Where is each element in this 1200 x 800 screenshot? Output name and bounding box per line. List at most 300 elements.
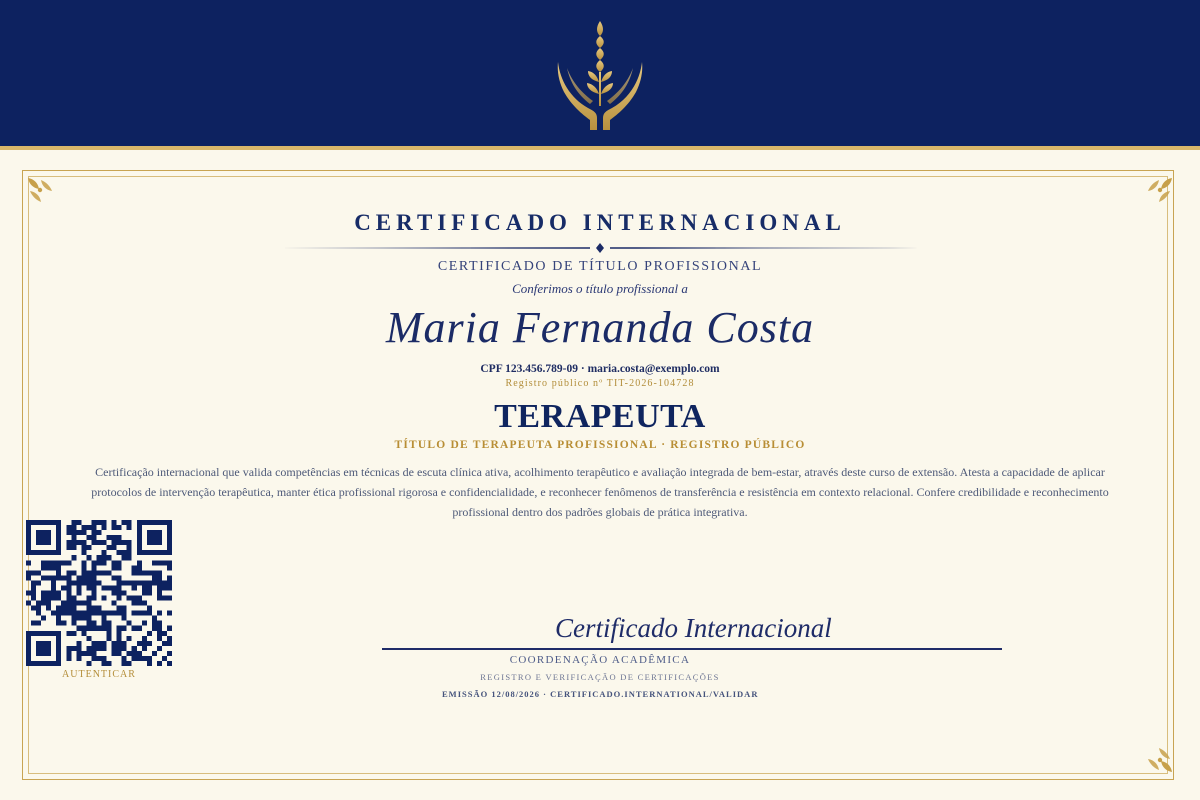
- qr-module: [107, 621, 112, 626]
- qr-module: [117, 606, 122, 611]
- qr-module: [71, 545, 76, 550]
- qr-module: [26, 641, 31, 646]
- qr-module: [147, 606, 152, 611]
- qr-module: [117, 540, 122, 545]
- qr-module: [142, 570, 147, 575]
- qr-module: [51, 520, 56, 525]
- floral-corner-ornament-icon: [1144, 744, 1174, 774]
- qr-module: [122, 590, 127, 595]
- qr-module: [112, 590, 117, 595]
- qr-module: [71, 646, 76, 651]
- qr-module: [66, 580, 71, 585]
- qr-module: [107, 611, 112, 616]
- qr-module: [142, 636, 147, 641]
- qr-module: [167, 530, 172, 535]
- qr-module: [26, 575, 31, 580]
- qr-module: [91, 565, 96, 570]
- qr-module: [91, 530, 96, 535]
- qr-module: [96, 555, 101, 560]
- qr-module: [51, 565, 56, 570]
- floral-corner-ornament-icon: [1144, 176, 1174, 206]
- qr-module: [137, 641, 142, 646]
- qr-module: [66, 596, 71, 601]
- qr-module: [76, 580, 81, 585]
- qr-module: [56, 646, 61, 651]
- qr-module: [51, 575, 56, 580]
- qr-module: [41, 590, 46, 595]
- qr-module: [76, 611, 81, 616]
- qr-module: [147, 631, 152, 636]
- qr-module: [107, 570, 112, 575]
- qr-module: [167, 626, 172, 631]
- authenticate-label[interactable]: AUTENTICAR: [62, 669, 136, 680]
- qr-module: [102, 525, 107, 530]
- qr-module: [132, 596, 137, 601]
- qr-module: [56, 596, 61, 601]
- qr-module: [132, 585, 137, 590]
- qr-module: [96, 540, 101, 545]
- qr-module: [96, 560, 101, 565]
- qr-module: [41, 565, 46, 570]
- qr-module: [142, 646, 147, 651]
- qr-module: [112, 601, 117, 606]
- qr-module: [96, 606, 101, 611]
- qr-module: [51, 590, 56, 595]
- qr-module: [102, 616, 107, 621]
- qr-module: [41, 530, 46, 535]
- qr-module: [167, 565, 172, 570]
- qr-module: [167, 535, 172, 540]
- qr-module: [152, 520, 157, 525]
- qr-module: [142, 580, 147, 585]
- qr-module: [81, 530, 86, 535]
- qr-module: [102, 555, 107, 560]
- qr-module: [112, 646, 117, 651]
- qr-module: [152, 616, 157, 621]
- qr-module: [107, 626, 112, 631]
- qr-module: [137, 570, 142, 575]
- qr-module: [117, 626, 122, 631]
- qr-module: [107, 555, 112, 560]
- qr-module: [86, 585, 91, 590]
- qr-module: [157, 520, 162, 525]
- qr-module: [91, 590, 96, 595]
- qr-module: [112, 585, 117, 590]
- qr-module: [71, 540, 76, 545]
- qr-module: [46, 590, 51, 595]
- qr-module: [91, 626, 96, 631]
- qr-module: [112, 525, 117, 530]
- signature-role: COORDENAÇÃO ACADÊMICA: [509, 654, 691, 666]
- qr-module: [71, 611, 76, 616]
- title-divider: [280, 242, 920, 254]
- qr-module: [91, 606, 96, 611]
- qr-module: [91, 560, 96, 565]
- qr-module: [127, 636, 132, 641]
- qr-module: [157, 540, 162, 545]
- qr-module: [56, 545, 61, 550]
- qr-module: [91, 535, 96, 540]
- header-gold-line: [0, 146, 1200, 150]
- qr-module: [157, 530, 162, 535]
- qr-module: [96, 611, 101, 616]
- qr-module: [46, 565, 51, 570]
- qr-module: [86, 580, 91, 585]
- qr-module: [127, 520, 132, 525]
- qr-module: [167, 545, 172, 550]
- qr-module: [86, 575, 91, 580]
- qr-module: [132, 565, 137, 570]
- qr-module: [112, 560, 117, 565]
- qr-module: [51, 631, 56, 636]
- qr-module: [142, 621, 147, 626]
- qr-module: [26, 636, 31, 641]
- holder-name: Maria Fernanda Costa: [385, 303, 815, 352]
- qr-module: [102, 621, 107, 626]
- qr-module: [36, 540, 41, 545]
- qr-module: [152, 575, 157, 580]
- qr-module: [102, 596, 107, 601]
- qr-module: [162, 560, 167, 565]
- qr-module: [91, 596, 96, 601]
- qr-module: [91, 540, 96, 545]
- qr-module: [147, 585, 152, 590]
- qr-module: [91, 575, 96, 580]
- qr-module: [157, 580, 162, 585]
- qr-module: [137, 530, 142, 535]
- certificate-subtitle: CERTIFICADO DE TÍTULO PROFISSIONAL: [437, 259, 763, 274]
- qr-module: [56, 570, 61, 575]
- qr-module: [76, 520, 81, 525]
- qr-module: [157, 636, 162, 641]
- qr-module: [137, 520, 142, 525]
- qr-module: [127, 555, 132, 560]
- qr-module: [91, 525, 96, 530]
- qr-module: [157, 611, 162, 616]
- qr-module: [76, 626, 81, 631]
- qr-module: [56, 550, 61, 555]
- qr-module: [147, 535, 152, 540]
- qr-module: [137, 525, 142, 530]
- qr-module: [81, 580, 86, 585]
- qr-module: [36, 621, 41, 626]
- qr-module: [71, 570, 76, 575]
- qr-module: [132, 646, 137, 651]
- qr-module: [127, 621, 132, 626]
- qr-module: [66, 570, 71, 575]
- qr-module: [41, 601, 46, 606]
- qr-module: [76, 646, 81, 651]
- issue-date-line: EMISSÃO 12/08/2026 · CERTIFICADO.INTERNATIONAL/VALIDAR: [442, 689, 759, 699]
- qr-module: [112, 641, 117, 646]
- qr-module: [56, 535, 61, 540]
- qr-module: [41, 550, 46, 555]
- qr-module: [167, 596, 172, 601]
- qr-module: [102, 520, 107, 525]
- qr-module: [157, 570, 162, 575]
- role-subtitle: TÍTULO DE TERAPEUTA PROFISSIONAL · REGISTRO PÚBLICO: [394, 439, 806, 451]
- qr-module: [147, 570, 152, 575]
- qr-module: [127, 525, 132, 530]
- qr-module: [26, 525, 31, 530]
- qr-module: [36, 606, 41, 611]
- qr-module: [31, 590, 36, 595]
- qr-module: [81, 550, 86, 555]
- qr-module: [36, 570, 41, 575]
- qr-module: [26, 631, 31, 636]
- qr-module: [41, 631, 46, 636]
- qr-module: [81, 575, 86, 580]
- qr-module: [142, 601, 147, 606]
- qr-module: [81, 626, 86, 631]
- qr-module: [56, 621, 61, 626]
- qr-module: [132, 611, 137, 616]
- qr-module: [142, 585, 147, 590]
- qr-module: [162, 550, 167, 555]
- qr-module: [132, 580, 137, 585]
- certificate-title: CERTIFICADO INTERNACIONAL: [354, 210, 846, 235]
- qr-module: [61, 585, 66, 590]
- qr-module: [86, 636, 91, 641]
- qr-module: [56, 590, 61, 595]
- qr-module: [51, 560, 56, 565]
- qr-module: [91, 641, 96, 646]
- qr-module: [81, 611, 86, 616]
- qr-module: [167, 550, 172, 555]
- qr-module: [31, 520, 36, 525]
- qr-module: [117, 611, 122, 616]
- qr-module: [167, 585, 172, 590]
- qr-module: [91, 646, 96, 651]
- qr-module: [167, 540, 172, 545]
- qr-module: [66, 560, 71, 565]
- qr-module: [81, 601, 86, 606]
- qr-module: [147, 530, 152, 535]
- qr-module: [41, 646, 46, 651]
- qr-module: [41, 596, 46, 601]
- qr-module: [132, 570, 137, 575]
- qr-module: [46, 540, 51, 545]
- qr-module: [117, 525, 122, 530]
- qr-module: [41, 641, 46, 646]
- qr-module: [157, 535, 162, 540]
- qr-module: [127, 545, 132, 550]
- qr-module: [56, 520, 61, 525]
- qr-module: [46, 606, 51, 611]
- qr-module: [137, 535, 142, 540]
- qr-module: [51, 611, 56, 616]
- qr-module: [127, 580, 132, 585]
- qr-module: [152, 560, 157, 565]
- qr-module: [162, 596, 167, 601]
- qr-module: [46, 641, 51, 646]
- qr-module: [31, 631, 36, 636]
- qr-module: [96, 626, 101, 631]
- qr-module: [122, 626, 127, 631]
- qr-module: [66, 601, 71, 606]
- qr-module: [112, 565, 117, 570]
- qr-module: [117, 585, 122, 590]
- qr-module: [117, 550, 122, 555]
- qr-module: [137, 611, 142, 616]
- qr-module: [71, 535, 76, 540]
- qr-module: [137, 596, 142, 601]
- qr-module: [26, 560, 31, 565]
- qr-module: [167, 611, 172, 616]
- qr-module: [107, 585, 112, 590]
- qr-module: [117, 565, 122, 570]
- qr-module: [46, 575, 51, 580]
- qr-module: [137, 540, 142, 545]
- intro-text: Conferimos o título profissional a: [512, 281, 688, 296]
- qr-module: [81, 616, 86, 621]
- qr-module: [127, 540, 132, 545]
- qr-module: [102, 611, 107, 616]
- qr-module: [66, 611, 71, 616]
- qr-module: [56, 565, 61, 570]
- qr-module: [76, 641, 81, 646]
- qr-module: [152, 535, 157, 540]
- qr-module: [56, 540, 61, 545]
- qr-module: [117, 575, 122, 580]
- qr-module: [31, 570, 36, 575]
- qr-module: [86, 626, 91, 631]
- qr-module: [76, 601, 81, 606]
- qr-module: [36, 530, 41, 535]
- qr-module: [117, 590, 122, 595]
- qr-module: [46, 646, 51, 651]
- qr-module: [86, 646, 91, 651]
- qr-module: [142, 590, 147, 595]
- qr-module: [157, 560, 162, 565]
- qr-module: [137, 560, 142, 565]
- qr-module: [51, 585, 56, 590]
- qr-module: [152, 550, 157, 555]
- qr-module: [86, 570, 91, 575]
- qr-module: [61, 575, 66, 580]
- qr-module: [91, 621, 96, 626]
- qr-module: [117, 560, 122, 565]
- qr-module: [147, 520, 152, 525]
- qr-module: [102, 646, 107, 651]
- registry-number: Registro público nº TIT-2026-104728: [505, 378, 695, 389]
- qr-module: [66, 585, 71, 590]
- qr-module: [162, 641, 167, 646]
- qr-module: [56, 636, 61, 641]
- qr-module: [122, 580, 127, 585]
- qr-module: [81, 545, 86, 550]
- qr-module: [46, 520, 51, 525]
- qr-module: [157, 626, 162, 631]
- certificate-description: Certificação internacional que valida competências em técnicas de escuta clínica ativa, acolhimento terapêutico e avaliação integrada de bem-estar, através deste curso de extensão. Atesta a capacidade de aplicar protocolos de intervenção terapêutica, manter ética profissional rigorosa e confidencialidade, e reconhecer fenômenos de transferência e resistência em contexto relacional. Confere credibilidade e reconhecimento profissional dentro dos padrões globais de prática integrativa.: [91, 465, 1109, 519]
- qr-module: [167, 525, 172, 530]
- qr-module: [91, 520, 96, 525]
- qr-module: [147, 611, 152, 616]
- qr-module: [167, 580, 172, 585]
- qr-module: [36, 631, 41, 636]
- qr-module: [147, 641, 152, 646]
- qr-module: [86, 535, 91, 540]
- qr-module: [86, 616, 91, 621]
- qr-module: [122, 606, 127, 611]
- qr-module: [122, 611, 127, 616]
- qr-module: [117, 646, 122, 651]
- qr-module: [26, 601, 31, 606]
- qr-module: [26, 535, 31, 540]
- qr-module: [26, 540, 31, 545]
- qr-module: [56, 530, 61, 535]
- qr-module: [56, 606, 61, 611]
- qr-module: [36, 520, 41, 525]
- qr-module: [51, 550, 56, 555]
- qr-module: [157, 590, 162, 595]
- qr-module: [107, 535, 112, 540]
- qr-module: [112, 535, 117, 540]
- qr-module: [102, 540, 107, 545]
- qr-module: [86, 606, 91, 611]
- qr-module: [117, 636, 122, 641]
- qr-module: [167, 560, 172, 565]
- qr-module: [61, 601, 66, 606]
- qr-module: [157, 621, 162, 626]
- qr-module: [31, 606, 36, 611]
- qr-module: [81, 631, 86, 636]
- qr-module: [96, 646, 101, 651]
- signature-subtitle: REGISTRO E VERIFICAÇÃO DE CERTIFICAÇÕES: [480, 672, 720, 682]
- qr-module: [71, 520, 76, 525]
- qr-module: [117, 641, 122, 646]
- qr-module: [81, 525, 86, 530]
- qr-module: [26, 545, 31, 550]
- qr-module: [132, 601, 137, 606]
- qr-module: [56, 525, 61, 530]
- qr-code-icon[interactable]: [26, 520, 172, 666]
- qr-module: [26, 646, 31, 651]
- qr-module: [31, 580, 36, 585]
- qr-module: [86, 525, 91, 530]
- qr-module: [152, 570, 157, 575]
- holder-contact: CPF 123.456.789-09 · maria.costa@exemplo.com: [480, 363, 720, 375]
- qr-module: [137, 550, 142, 555]
- qr-module: [122, 520, 127, 525]
- qr-module: [122, 646, 127, 651]
- qr-module: [122, 641, 127, 646]
- qr-module: [96, 520, 101, 525]
- qr-module: [162, 585, 167, 590]
- qr-module: [81, 560, 86, 565]
- qr-module: [61, 621, 66, 626]
- qr-module: [142, 641, 147, 646]
- qr-module: [51, 596, 56, 601]
- qr-module: [41, 535, 46, 540]
- qr-module: [41, 540, 46, 545]
- qr-module: [112, 575, 117, 580]
- qr-module: [81, 565, 86, 570]
- qr-module: [157, 596, 162, 601]
- qr-module: [76, 575, 81, 580]
- qr-module: [91, 580, 96, 585]
- qr-module: [86, 545, 91, 550]
- qr-module: [96, 580, 101, 585]
- qr-module: [46, 601, 51, 606]
- qr-module: [76, 585, 81, 590]
- qr-module: [71, 621, 76, 626]
- qr-module: [137, 601, 142, 606]
- qr-module: [132, 626, 137, 631]
- qr-module: [56, 560, 61, 565]
- qr-module: [157, 646, 162, 651]
- qr-module: [71, 616, 76, 621]
